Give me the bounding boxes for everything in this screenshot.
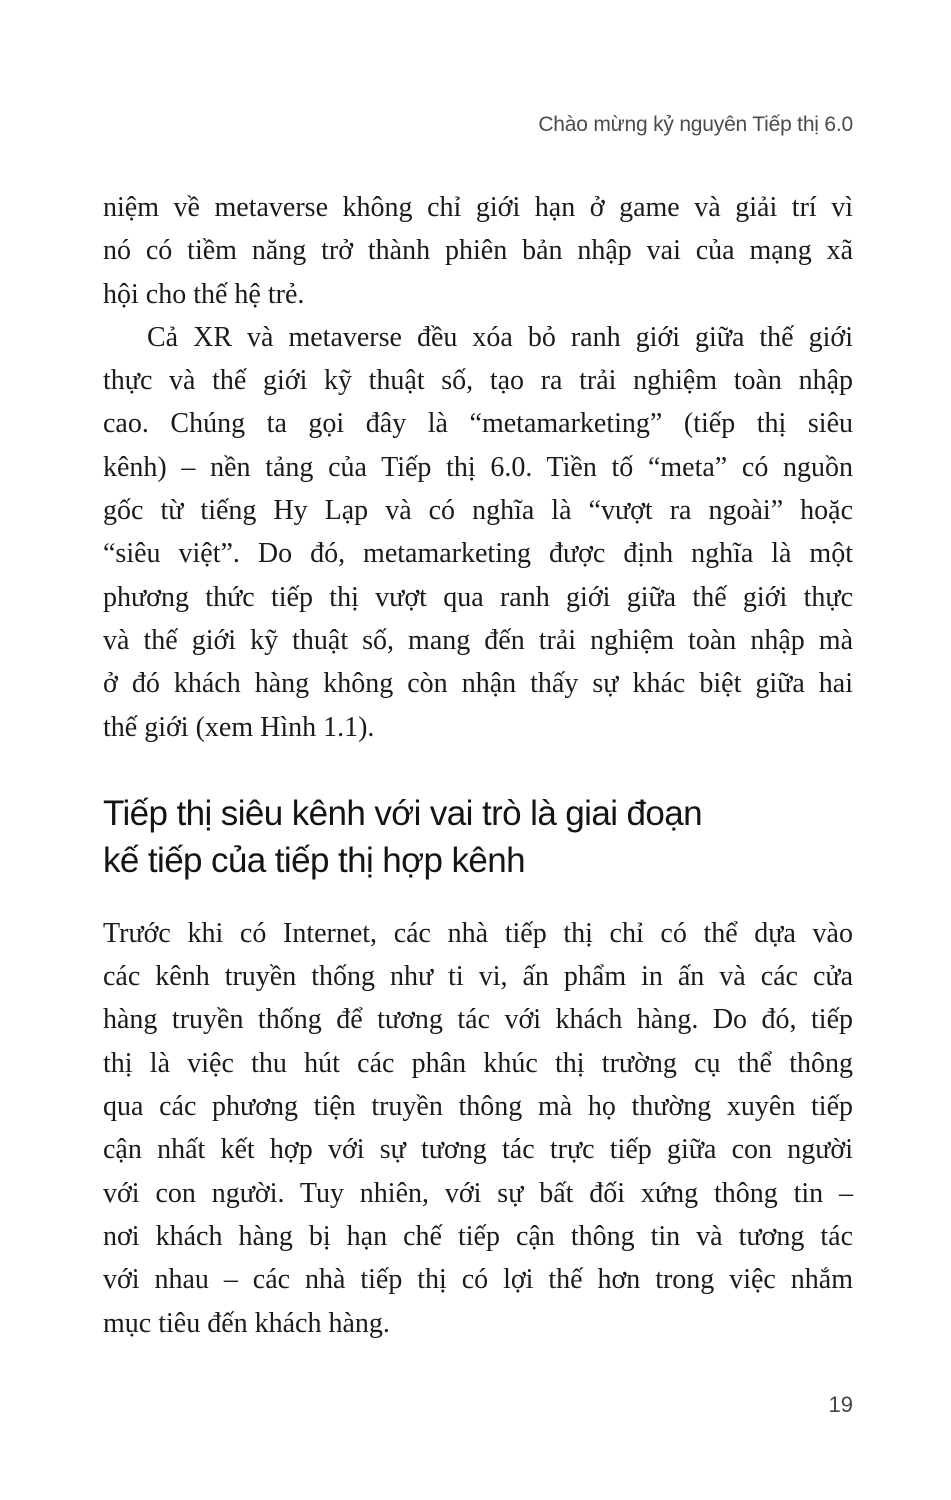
text-line: nơi khách hàng bị hạn chế tiếp cận thông tin và tương tác [103,1220,853,1252]
text-line: thế giới (xem Hình 1.1). [103,711,375,743]
text-column [103,186,853,1345]
text-line: hội cho thế hệ trẻ. [103,278,305,310]
text-line: và thế giới kỹ thuật số, mang đến trải nghiệm toàn nhập mà [103,624,853,656]
text-line: gốc từ tiếng Hy Lạp và có nghĩa là “vượt ra ngoài” hoặc [103,495,853,527]
text-line: phương thức tiếp thị vượt qua ranh giới giữa thế giới thực [103,581,853,613]
text-line: qua các phương tiện truyền thông mà họ thường xuyên tiếp [103,1091,853,1123]
text-line: nó có tiềm năng trở thành phiên bản nhập vai của mạng xã [103,235,853,267]
text-line: kênh) – nền tảng của Tiếp thị 6.0. Tiền tố “meta” có nguồn [103,451,853,483]
text-line: Cả XR và metaverse đều xóa bỏ ranh giới giữa thế giới [147,321,853,353]
text-line: Trước khi có Internet, các nhà tiếp thị chỉ có thể dựa vào [103,917,853,949]
text-line: cao. Chúng ta gọi đây là “metamarketing” (tiếp thị siêu [103,408,853,440]
text-line: thị là việc thu hút các phân khúc thị trường cụ thể thông [103,1047,853,1079]
paragraph-pre-internet [103,912,853,1345]
paragraph-metamarketing [103,316,853,749]
text-line: hàng truyền thống để tương tác với khách hàng. Do đó, tiếp [103,1004,853,1036]
text-line: các kênh truyền thống như ti vi, ấn phẩm in ấn và các cửa [103,961,853,993]
text-line: thực và thế giới kỹ thuật số, tạo ra trải nghiệm toàn nhập [103,365,853,397]
text-line: với nhau – các nhà tiếp thị có lợi thế hơn trong việc nhắm [103,1264,853,1296]
text-line: niệm về metaverse không chỉ giới hạn ở game và giải trí vì [103,192,853,223]
paragraph-continuation [103,186,853,316]
section-heading-line: Tiếp thị siêu kênh với vai trò là giai đoạn [103,793,702,833]
text-line: mục tiêu đến khách hàng. [103,1307,390,1339]
section-heading-line: kế tiếp của tiếp thị hợp kênh [103,840,525,880]
text-line: “siêu việt”. Do đó, metamarketing được định nghĩa là một [103,538,853,570]
text-line: cận nhất kết hợp với sự tương tác trực tiếp giữa con người [103,1134,853,1166]
page-number: 19 [828,1392,853,1417]
text-line: với con người. Tuy nhiên, với sự bất đối xứng thông tin – [103,1177,853,1209]
section-heading [103,790,853,884]
text-line: ở đó khách hàng không còn nhận thấy sự khác biệt giữa hai [103,668,853,700]
running-header: Chào mừng kỷ nguyên Tiếp thị 6.0 [538,113,853,136]
